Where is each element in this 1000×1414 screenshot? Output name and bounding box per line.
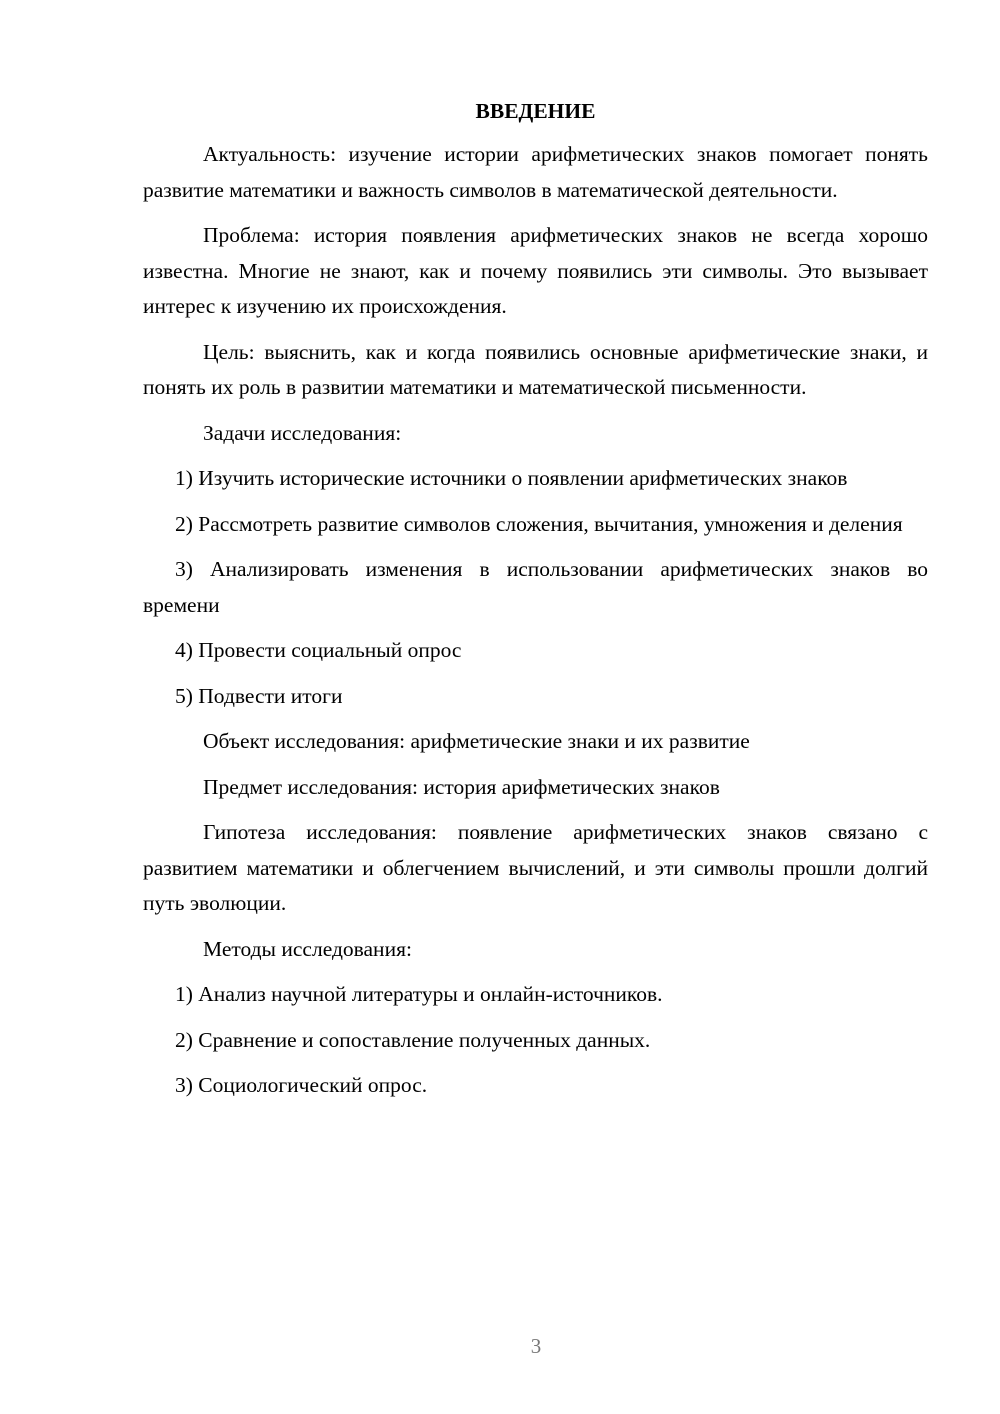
page-title: ВВЕДЕНИЕ bbox=[475, 99, 596, 123]
task-item: 1) Изучить исторические источники о появлении арифметических знаков bbox=[175, 466, 848, 490]
page-number: 3 bbox=[530, 1334, 542, 1358]
method-item: 3) Социологический опрос. bbox=[175, 1073, 428, 1097]
method-item: 2) Сравнение и сопоставление полученных данных. bbox=[175, 1027, 651, 1052]
method-item: 1) Анализ научной литературы и онлайн-источников. bbox=[175, 982, 663, 1006]
task-item: 2) Рассмотреть развитие символов сложения, вычитания, умножения и деления bbox=[175, 511, 903, 536]
hypothesis-paragraph: Гипотеза исследования: появление арифметических знаков связано с развитием математики и облегчением вычислений, и эти символы прошли долгий путь эволюции. bbox=[143, 820, 928, 915]
goal-paragraph: Цель: выяснить, как и когда появились основные арифметические знаки, и понять их роль в развитии математики и математической письменности. bbox=[143, 339, 928, 399]
tasks-heading: Задачи исследования: bbox=[203, 420, 402, 445]
task-item: 3) Анализировать изменения в использовании арифметических знаков во времени bbox=[143, 557, 928, 617]
subject-paragraph: Предмет исследования: история арифметических знаков bbox=[203, 774, 720, 799]
task-item: 4) Провести социальный опрос bbox=[175, 638, 462, 662]
methods-heading: Методы исследования: bbox=[203, 936, 412, 961]
object-paragraph: Объект исследования: арифметические знаки и их развитие bbox=[203, 729, 750, 753]
page-content bbox=[143, 96, 928, 1114]
relevance-paragraph: Актуальность: изучение истории арифметических знаков помогает понять развитие математики и важность символов в математической деятельности. bbox=[143, 142, 928, 202]
task-item: 5) Подвести итоги bbox=[175, 683, 343, 708]
problem-paragraph: Проблема: история появления арифметических знаков не всегда хорошо известна. Многие не знают, как и почему появились эти символы. Это вызывает интерес к изучению их происхождения. bbox=[143, 223, 928, 318]
